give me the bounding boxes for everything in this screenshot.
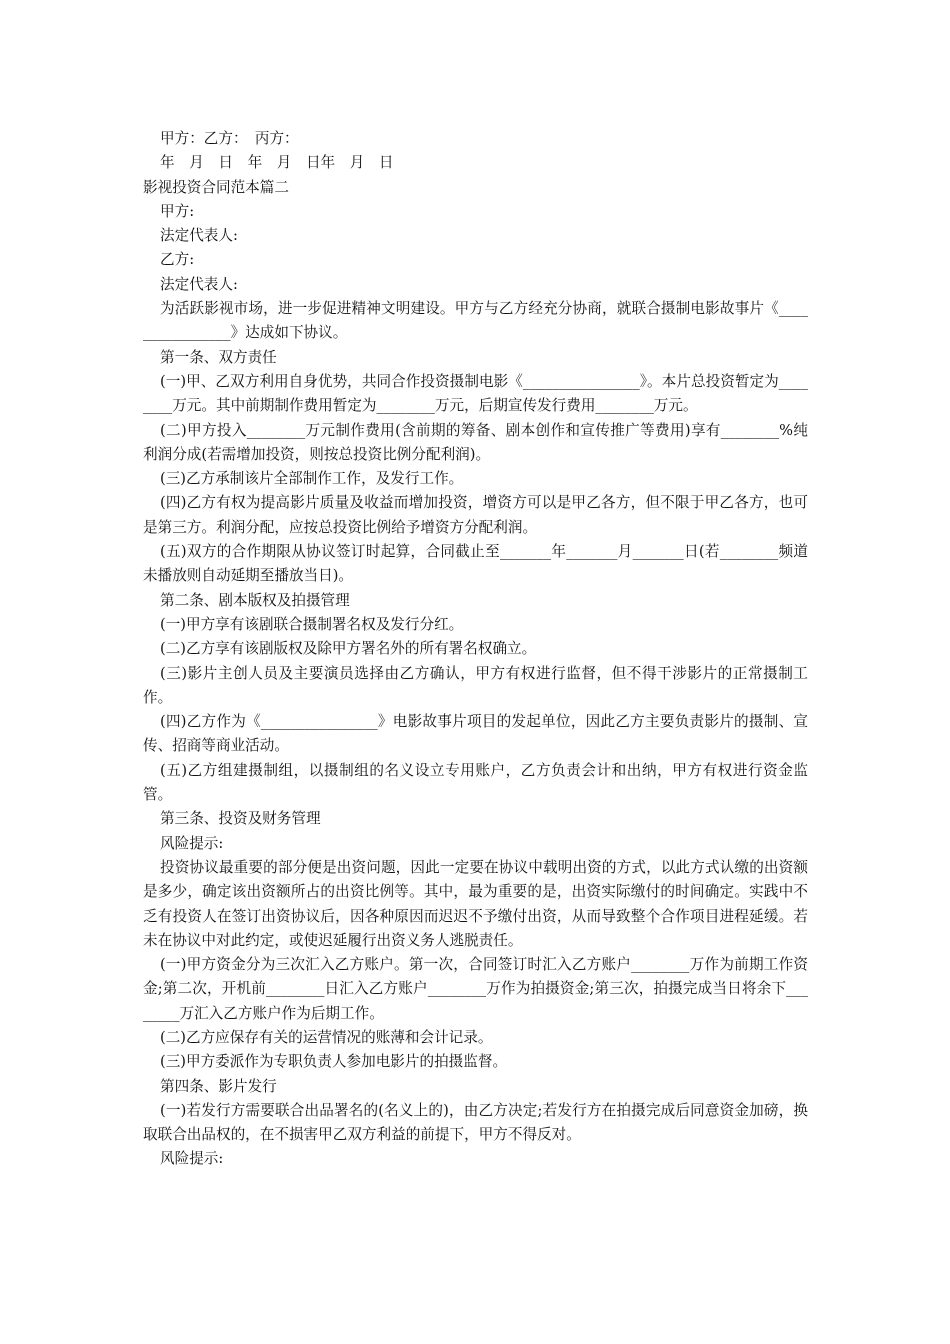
clause-paragraph: (二)乙方应保存有关的运营情况的账薄和会计记录。 [160,1028,493,1046]
clause-paragraph: (一)甲方资金分为三次汇入乙方账户。第一次，合同签订时汇入乙方账户________万作为前期工作资金;第二次，开机前________日汇入乙方账户________万作为拍摄资金;第三次，拍摄完成当日将余下________万汇入乙方账户作为后期工作。 [143,956,808,1022]
risk-note-paragraph: 投资协议最重要的部分便是出资问题，因此一定要在协议中载明出资的方式，以此方式认缴的出资额是多少，确定该出资额所占的出资比例等。其中，最为重要的是，出资实际缴付的时间确定。实践中不乏有投资人在签订出资协议后，因各种原因而迟迟不予缴付出资，从而导致整个合作项目进程延缓。若未在协议中对此约定，或使迟延履行出资义务人逃脱责任。 [143,858,808,949]
party-b-representative-label: 法定代表人: [160,275,238,293]
clause-paragraph: (三)影片主创人员及主要演员选择由乙方确认，甲方有权进行监督，但不得干涉影片的正常摄制工作。 [143,664,808,706]
party-a-label: 甲方: [160,202,195,220]
document-body [143,127,808,1172]
article-heading: 第四条、影片发行 [160,1077,277,1095]
clause-paragraph: (三)乙方承制该片全部制作工作，及发行工作。 [160,470,464,488]
party-a-representative-label: 法定代表人: [160,227,238,245]
article-heading: 第一条、双方责任 [160,348,277,366]
clause-paragraph: (一)甲方享有该剧联合摄制署名权及发行分红。 [160,615,464,633]
risk-note-heading: 风险提示: [160,1150,224,1168]
document-title: 影视投资合同范本篇二 [143,178,289,196]
preamble-paragraph: 为活跃影视市场，进一步促进精神文明建设。甲方与乙方经充分协商，就联合摄制电影故事片《________________》达成如下协议。 [143,300,808,342]
clause-paragraph: (二)甲方投入________万元制作费用(含前期的筹备、剧本创作和宣传推广等费用)享有________%纯利润分成(若需增加投资，则按总投资比例分配利润)。 [143,421,808,463]
clause-paragraph: (五)乙方组建摄制组，以摄制组的名义设立专用账户，乙方负责会计和出纳，甲方有权进行资金监管。 [143,761,808,804]
clause-paragraph: (五)双方的合作期限从协议签订时起算，合同截止至_______年_______月_______日(若________频道未播放则自动延期至播放当日)。 [143,543,808,585]
clause-paragraph: (一)若发行方需要联合出品署名的(名义上的)，由乙方决定;若发行方在拍摄完成后同意资金加磅，换取联合出品权的，在不损害甲乙双方利益的前提下，甲方不得反对。 [143,1101,808,1144]
clause-paragraph: (四)乙方有权为提高影片质量及收益而增加投资，增资方可以是甲乙各方，但不限于甲乙各方，也可是第三方。利润分配，应按总投资比例给予增资方分配利润。 [143,494,808,536]
clause-paragraph: (三)甲方委派作为专职负责人参加电影片的拍摄监督。 [160,1053,508,1071]
party-signature-line: 甲方：乙方： 丙方： [160,130,299,147]
date-signature-line: 年 月 日 年 月 日年 月 日 [160,154,394,172]
clause-paragraph: (一)甲、乙双方利用自身优势，共同合作投资摄制电影《________________》。本片总投资暂定为________万元。其中前期制作费用暂定为________万元，后期宣传发行费用________万元。 [143,372,808,415]
clause-paragraph: (四)乙方作为《________________》电影故事片项目的发起单位，因此乙方主要负责影片的摄制、宣传、招商等商业活动。 [143,713,808,755]
risk-note-heading: 风险提示: [160,834,224,852]
party-b-label: 乙方: [160,251,195,269]
article-heading: 第三条、投资及财务管理 [160,810,321,828]
clause-paragraph: (二)乙方享有该剧版权及除甲方署名外的所有署名权确立。 [160,640,537,658]
article-heading: 第二条、剧本版权及拍摄管理 [160,591,350,609]
